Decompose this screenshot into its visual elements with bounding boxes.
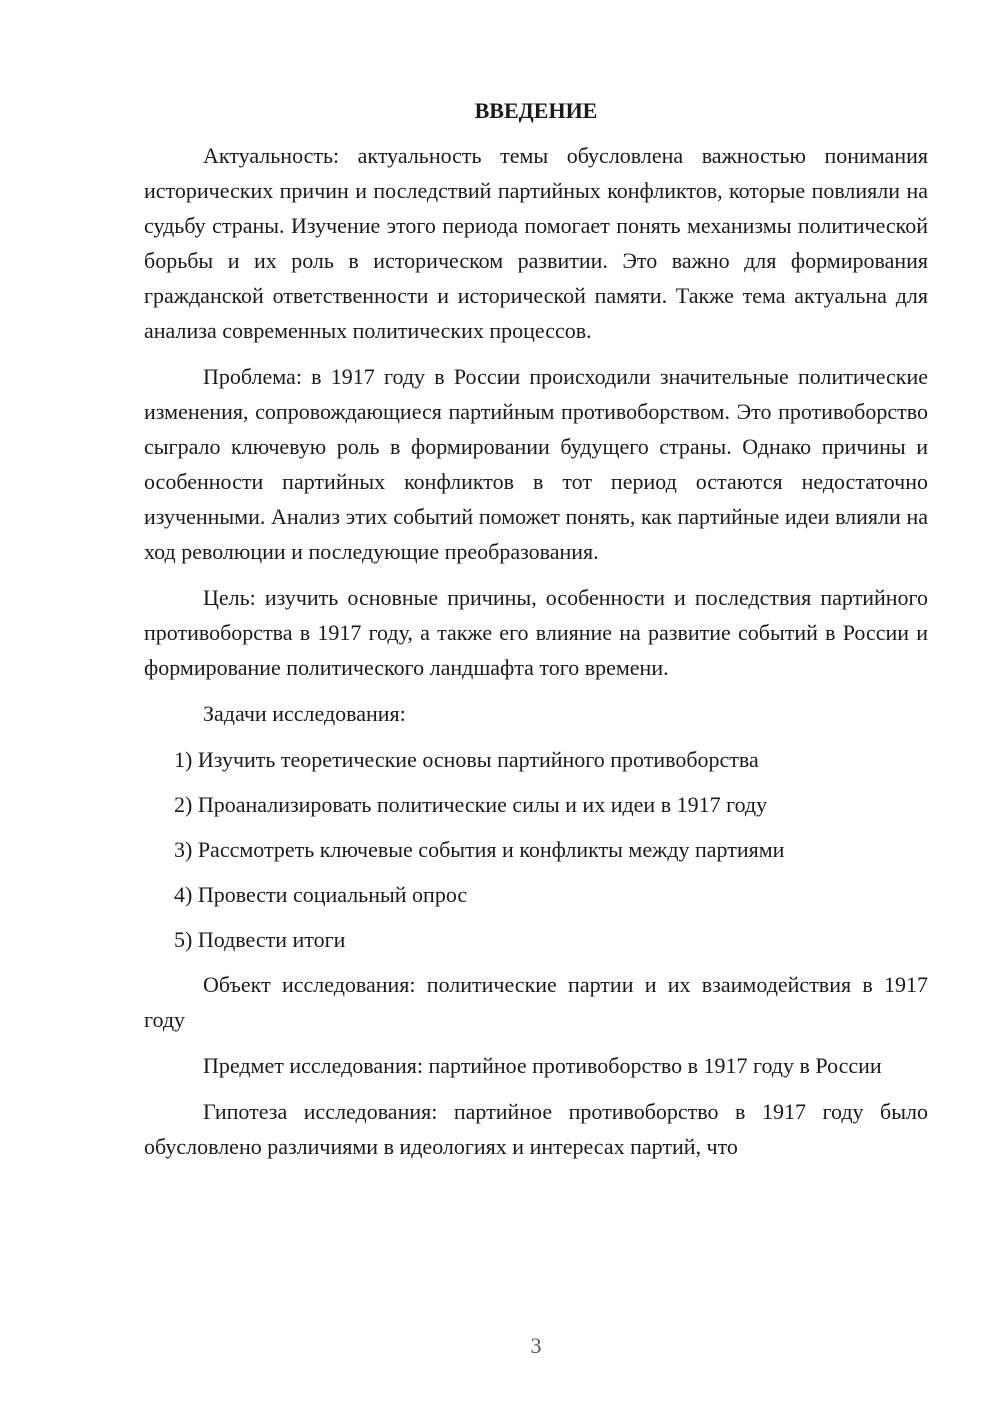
page-content (144, 96, 928, 1175)
page-title: ВВЕДЕНИЕ (474, 98, 598, 123)
relevance-paragraph: Актуальность: актуальность темы обусловлена важностью понимания исторических причин и последствий партийных конфликтов, которые повлияли на судьбу страны. Изучение этого периода помогает понять механизмы политической борьбы и их роль в историческом развитии. Это важно для формирования гражданской ответственности и исторической памяти. Также тема актуальна для анализа современных политических процессов. (144, 143, 928, 343)
task-item: 1) Изучить теоретические основы партийного противоборства (174, 747, 759, 772)
task-item: 4) Провести социальный опрос (174, 882, 468, 907)
page-number: 3 (530, 1333, 542, 1358)
problem-paragraph: Проблема: в 1917 году в России происходили значительные политические изменения, сопровождающиеся партийным противоборством. Это противоборство сыграло ключевую роль в формировании будущего страны. Однако причины и особенности партийных конфликтов в тот период остаются недостаточно изученными. Анализ этих событий поможет понять, как партийные идеи влияли на ход революции и последующие преобразования. (144, 364, 928, 564)
task-item: 5) Подвести итоги (174, 927, 346, 952)
task-item: 3) Рассмотреть ключевые события и конфликты между партиями (174, 837, 785, 862)
object-paragraph: Объект исследования: политические партии и их взаимодействия в 1917 году (144, 972, 928, 1032)
tasks-list (144, 742, 928, 957)
goal-paragraph: Цель: изучить основные причины, особенности и последствия партийного противоборства в 1917 году, а также его влияние на развитие событий в России и формирование политического ландшафта того времени. (144, 585, 928, 680)
tasks-heading: Задачи исследования: (203, 701, 406, 726)
subject-paragraph: Предмет исследования: партийное противоборство в 1917 году в России (203, 1053, 882, 1078)
hypothesis-paragraph: Гипотеза исследования: партийное противоборство в 1917 году было обусловлено различиями в идеологиях и интересах партий, что (144, 1099, 928, 1159)
task-item: 2) Проанализировать политические силы и их идеи в 1917 году (174, 792, 768, 817)
